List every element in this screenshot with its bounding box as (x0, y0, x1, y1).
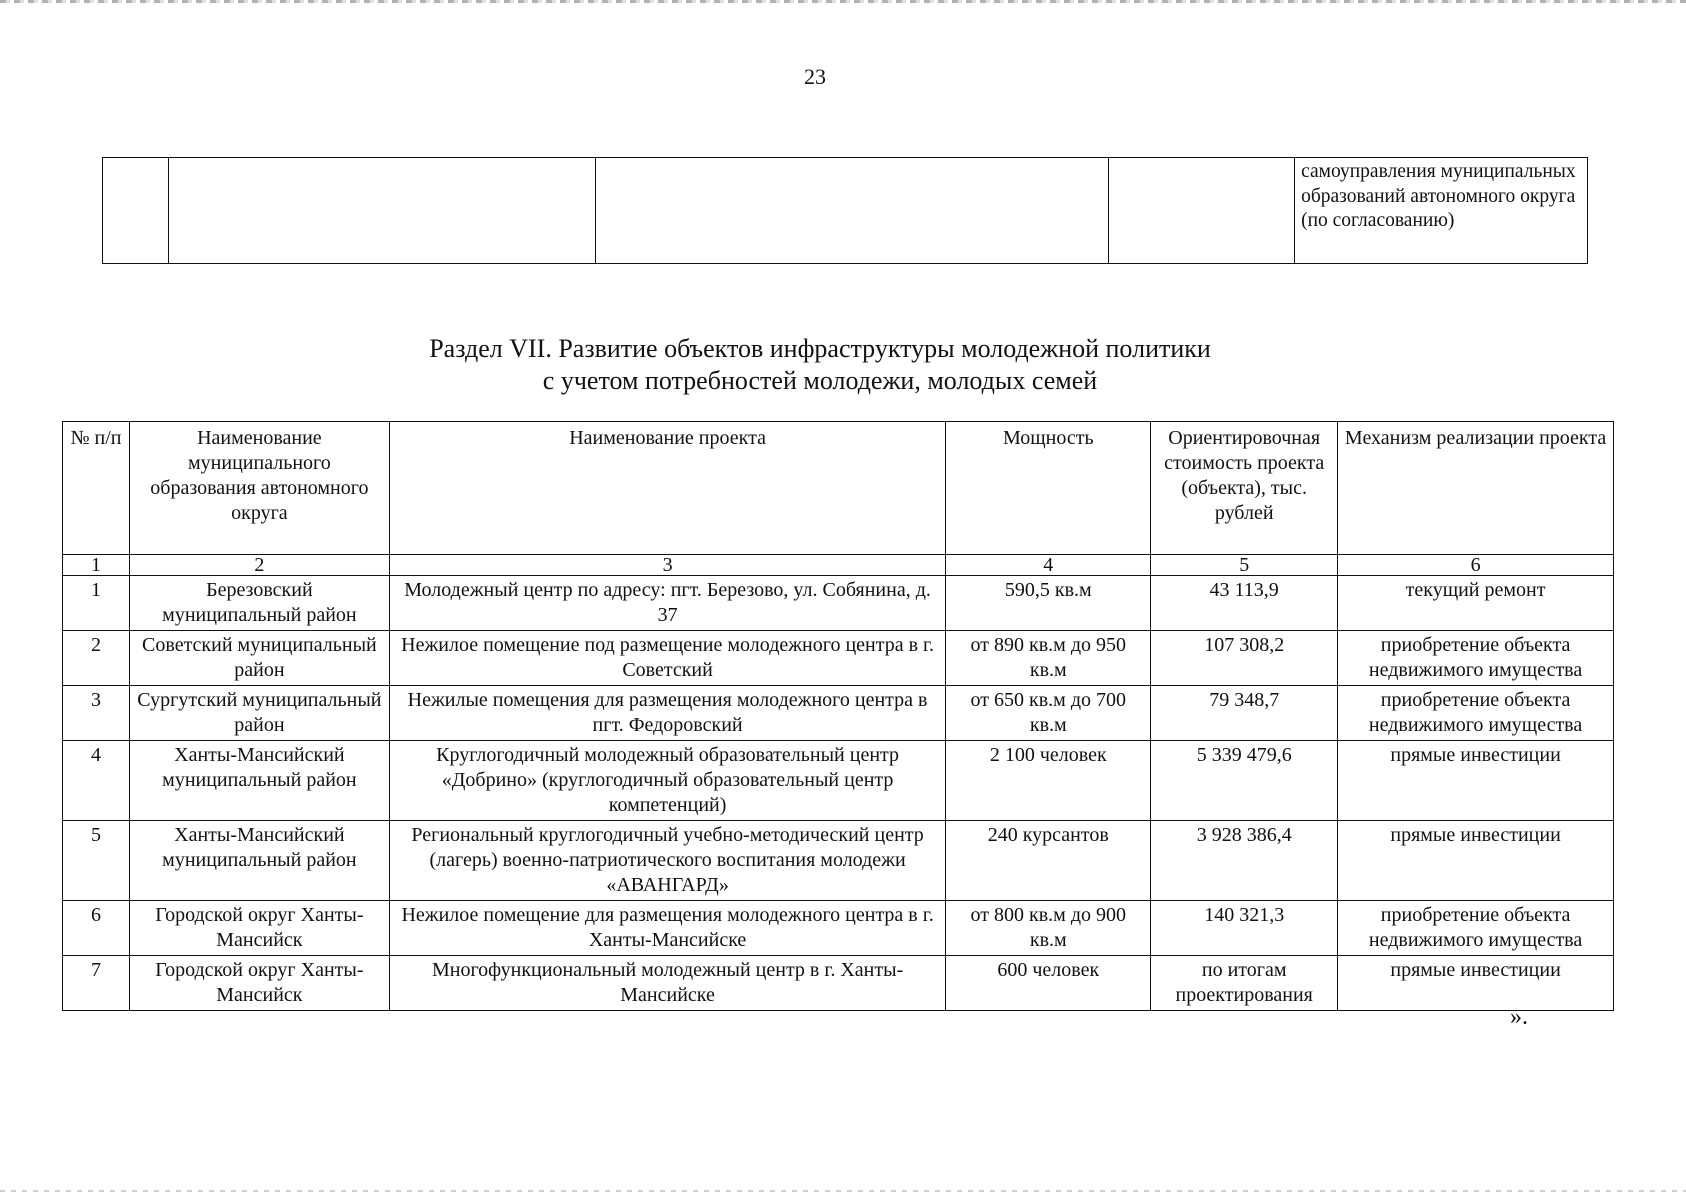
closing-quote-mark: ». (1510, 1004, 1528, 1030)
scan-edge-bottom (0, 1190, 1686, 1192)
row-cost: 140 321,3 (1151, 901, 1338, 956)
row-mechanism: приобретение объекта недвижимого имущества (1338, 631, 1614, 686)
infrastructure-table (62, 421, 1614, 1011)
row-project: Региональный круглогодичный учебно-методический центр (лагерь) военно-патриотического воспитания молодежи «АВАНГАРД» (389, 821, 946, 901)
table-row (63, 576, 1614, 631)
row-municipality: Советский муниципальный район (129, 631, 389, 686)
continuation-cell-4 (1109, 158, 1295, 264)
row-number: 4 (63, 741, 130, 821)
row-mechanism: текущий ремонт (1338, 576, 1614, 631)
header-cost: Ориентировочная стоимость проекта (объекта), тыс. рублей (1151, 422, 1338, 555)
column-numbers-row (63, 555, 1614, 576)
header-municipality: Наименование муниципального образования автономного округа (129, 422, 389, 555)
column-number: 5 (1151, 555, 1338, 576)
row-municipality: Ханты-Мансийский муниципальный район (129, 821, 389, 901)
continuation-row (103, 158, 1588, 264)
section-title-line-2: с учетом потребностей молодежи, молодых семей (542, 366, 1098, 395)
section-title-line-1: Раздел VII. Развитие объектов инфраструктуры молодежной политики (429, 334, 1211, 363)
section-title (300, 333, 1340, 397)
row-capacity: 590,5 кв.м (946, 576, 1151, 631)
row-capacity: 240 курсантов (946, 821, 1151, 901)
table-row (63, 821, 1614, 901)
row-capacity: 2 100 человек (946, 741, 1151, 821)
table-row (63, 631, 1614, 686)
table-header-row (63, 422, 1614, 555)
continuation-text: самоуправления муниципальных образований автономного округа (по согласованию) (1295, 158, 1588, 264)
column-number: 4 (946, 555, 1151, 576)
header-capacity: Мощность (946, 422, 1151, 555)
continuation-table (102, 157, 1588, 264)
header-mechanism: Механизм реализации проекта (1338, 422, 1614, 555)
row-mechanism: прямые инвестиции (1338, 956, 1614, 1011)
row-project: Круглогодичный молодежный образовательный центр «Добрино» (круглогодичный образовательный центр компетенций) (389, 741, 946, 821)
row-number: 1 (63, 576, 130, 631)
header-number: № п/п (63, 422, 130, 555)
row-municipality: Березовский муниципальный район (129, 576, 389, 631)
table-row (63, 686, 1614, 741)
row-capacity: 600 человек (946, 956, 1151, 1011)
row-number: 5 (63, 821, 130, 901)
column-number: 3 (389, 555, 946, 576)
continuation-cell-2 (168, 158, 595, 264)
row-capacity: от 650 кв.м до 700 кв.м (946, 686, 1151, 741)
column-number: 6 (1338, 555, 1614, 576)
row-project: Молодежный центр по адресу: пгт. Березово, ул. Собянина, д. 37 (389, 576, 946, 631)
row-cost: 3 928 386,4 (1151, 821, 1338, 901)
row-project: Нежилое помещение для размещения молодежного центра в г. Ханты-Мансийске (389, 901, 946, 956)
continuation-cell-1 (103, 158, 169, 264)
header-project: Наименование проекта (389, 422, 946, 555)
row-number: 3 (63, 686, 130, 741)
table-row (63, 901, 1614, 956)
row-mechanism: прямые инвестиции (1338, 821, 1614, 901)
table-row (63, 956, 1614, 1011)
row-municipality: Городской округ Ханты-Мансийск (129, 901, 389, 956)
column-number: 2 (129, 555, 389, 576)
row-number: 6 (63, 901, 130, 956)
row-municipality: Ханты-Мансийский муниципальный район (129, 741, 389, 821)
row-cost: 43 113,9 (1151, 576, 1338, 631)
row-capacity: от 800 кв.м до 900 кв.м (946, 901, 1151, 956)
row-cost: 5 339 479,6 (1151, 741, 1338, 821)
row-project: Нежилые помещения для размещения молодежного центра в пгт. Федоровский (389, 686, 946, 741)
row-mechanism: приобретение объекта недвижимого имущества (1338, 901, 1614, 956)
page-number: 23 (804, 64, 826, 89)
row-project: Нежилое помещение под размещение молодежного центра в г. Советский (389, 631, 946, 686)
row-mechanism: приобретение объекта недвижимого имущества (1338, 686, 1614, 741)
row-cost: 107 308,2 (1151, 631, 1338, 686)
row-mechanism: прямые инвестиции (1338, 741, 1614, 821)
row-number: 2 (63, 631, 130, 686)
column-number: 1 (63, 555, 130, 576)
row-cost: по итогам проектирования (1151, 956, 1338, 1011)
row-number: 7 (63, 956, 130, 1011)
row-municipality: Городской округ Ханты-Мансийск (129, 956, 389, 1011)
continuation-cell-3 (595, 158, 1109, 264)
scan-edge-top (0, 0, 1686, 3)
row-municipality: Сургутский муниципальный район (129, 686, 389, 741)
row-cost: 79 348,7 (1151, 686, 1338, 741)
table-row (63, 741, 1614, 821)
row-capacity: от 890 кв.м до 950 кв.м (946, 631, 1151, 686)
row-project: Многофункциональный молодежный центр в г. Ханты-Мансийске (389, 956, 946, 1011)
